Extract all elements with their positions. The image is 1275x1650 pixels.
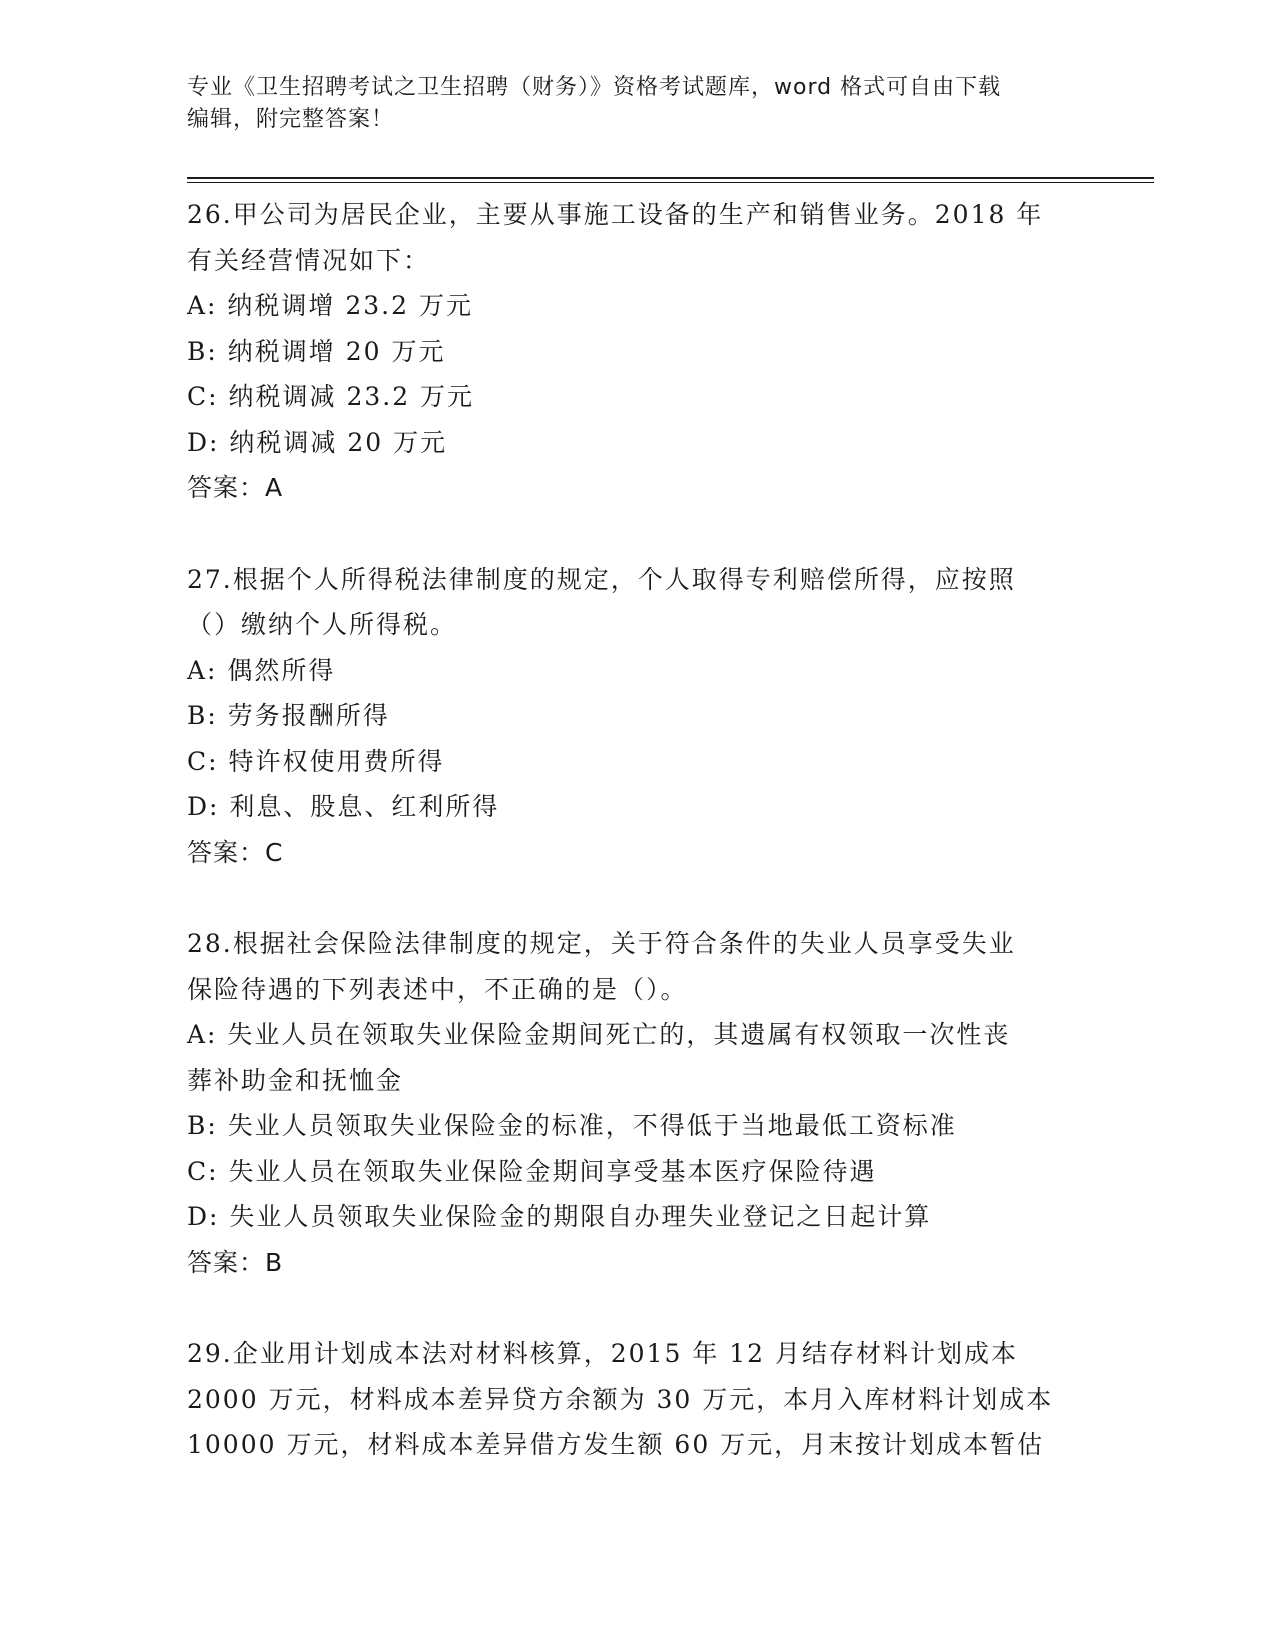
question-29 <box>187 1331 1087 1468</box>
question-26 <box>187 192 1087 511</box>
question-stem-line: 2000 万元，材料成本差异贷方余额为 30 万元，本月入库材料计划成本 <box>187 1384 1054 1414</box>
question-stem-line: 28.根据社会保险法律制度的规定，关于符合条件的失业人员享受失业 <box>187 929 1016 958</box>
option-c: C: 失业人员在领取失业保险金期间享受基本医疗保险待遇 <box>187 1156 877 1186</box>
question-stem-line: 10000 万元，材料成本差异借方发生额 60 万元，月末按计划成本暂估 <box>187 1430 1045 1459</box>
header-divider-thin <box>187 182 1154 183</box>
option-a: A: 失业人员在领取失业保险金期间死亡的，其遗属有权领取一次性丧 <box>187 1020 1011 1049</box>
answer-line: 答案：C <box>187 837 284 867</box>
question-stem-line: 有关经营情况如下： <box>187 245 431 275</box>
question-stem-line: 保险待遇的下列表述中，不正确的是（）。 <box>187 974 688 1004</box>
question-stem-line: 26.甲公司为居民企业，主要从事施工设备的生产和销售业务。2018 年 <box>187 200 1044 229</box>
header-line-2: 编辑，附完整答案！ <box>187 107 395 132</box>
question-28 <box>187 921 1087 1285</box>
option-d: D: 利息、股息、红利所得 <box>187 792 500 821</box>
option-c: C: 纳税调减 23.2 万元 <box>187 382 475 411</box>
option-a: A: 纳税调增 23.2 万元 <box>187 291 473 320</box>
option-b: B: 劳务报酬所得 <box>187 701 390 730</box>
option-d: D: 失业人员领取失业保险金的期限自办理失业登记之日起计算 <box>187 1202 932 1231</box>
option-b: B: 失业人员领取失业保险金的标准，不得低于当地最低工资标准 <box>187 1111 957 1140</box>
answer-line: 答案：A <box>187 473 284 502</box>
option-b: B: 纳税调增 20 万元 <box>187 336 446 366</box>
question-list <box>187 192 1087 1514</box>
answer-line: 答案：B <box>187 1247 284 1277</box>
option-c: C: 特许权使用费所得 <box>187 746 445 776</box>
option-a: A: 偶然所得 <box>187 655 336 685</box>
header-divider-thick <box>187 177 1154 179</box>
option-d: D: 纳税调减 20 万元 <box>187 427 448 457</box>
question-stem-line: 29.企业用计划成本法对材料核算，2015 年 12 月结存材料计划成本 <box>187 1339 1019 1368</box>
question-27 <box>187 557 1087 876</box>
document-header <box>187 72 1087 136</box>
question-stem-line: （）缴纳个人所得税。 <box>187 610 458 639</box>
option-a-continued: 葬补助金和抚恤金 <box>187 1065 404 1095</box>
question-stem-line: 27.根据个人所得税法律制度的规定，个人取得专利赔偿所得，应按照 <box>187 564 1016 594</box>
header-line-1: 专业《卫生招聘考试之卫生招聘（财务）》资格考试题库，word 格式可自由下载 <box>187 75 1002 100</box>
